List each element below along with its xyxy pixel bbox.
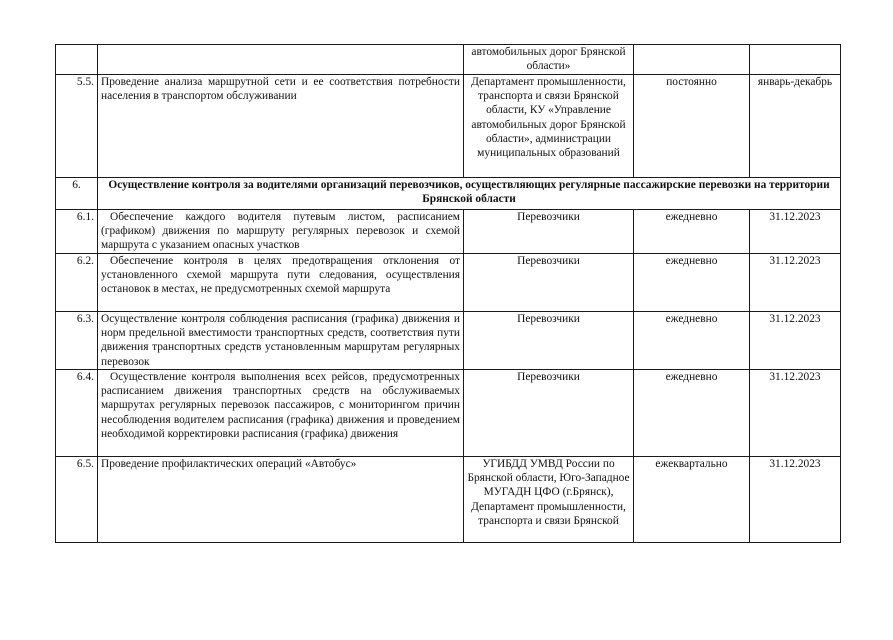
action-cell: Проведение анализа маршрутной сети и ее соответствия потребности населения в транспортом обслуживании bbox=[98, 75, 464, 178]
period-cell: постоянно bbox=[634, 75, 750, 178]
executor-cell: УГИБДД УМВД России по Брянской области, Юго-Западное МУГАДН ЦФО (г.Брянск), Департамент промышленности, транспорта и связи Брянской bbox=[464, 457, 634, 543]
period-cell: ежеквартально bbox=[634, 457, 750, 543]
action-cell bbox=[98, 45, 464, 75]
table-row bbox=[56, 210, 841, 254]
action-cell: Обеспечение каждого водителя путевым листом, расписанием (графиком) движения по маршруту регулярных перевозок и схемой маршрута с указанием опасных участков bbox=[98, 210, 464, 254]
row-number: 6.2. bbox=[56, 254, 98, 312]
deadline-cell: 31.12.2023 bbox=[750, 254, 841, 312]
action-cell: Обеспечение контроля в целях предотвращения отклонения от установленного схемой маршрута пути следования, осуществления остановок в местах, не предусмотренных схемой маршрута bbox=[98, 254, 464, 312]
section-row bbox=[56, 178, 841, 210]
section-title: Осуществление контроля за водителями организаций перевозчиков, осуществляющих регулярные пассажирские перевозки на территории Брянской области bbox=[98, 178, 841, 210]
section-number: 6. bbox=[56, 178, 98, 210]
period-cell: ежедневно bbox=[634, 312, 750, 370]
action-cell: Осуществление контроля выполнения всех рейсов, предусмотренных расписанием движения транспортных средств на обслуживаемых маршрутах регулярных перевозок пассажиров, с мониторингом причин несоблюдения водителем расписания (графика) движения и проведением необходимой корректировки расписания (графика) движения bbox=[98, 370, 464, 457]
executor-cell: Перевозчики bbox=[464, 254, 634, 312]
period-cell bbox=[634, 45, 750, 75]
row-number: 6.3. bbox=[56, 312, 98, 370]
deadline-cell: 31.12.2023 bbox=[750, 210, 841, 254]
deadline-cell: 31.12.2023 bbox=[750, 312, 841, 370]
action-cell: Проведение профилактических операций «Автобус» bbox=[98, 457, 464, 543]
table-row bbox=[56, 45, 841, 75]
deadline-cell: январь-декабрь bbox=[750, 75, 841, 178]
row-number: 6.5. bbox=[56, 457, 98, 543]
executor-cell: Перевозчики bbox=[464, 370, 634, 457]
period-cell: ежедневно bbox=[634, 370, 750, 457]
row-number: 5.5. bbox=[56, 75, 98, 178]
row-number: 6.1. bbox=[56, 210, 98, 254]
table-row bbox=[56, 457, 841, 543]
table-row bbox=[56, 75, 841, 178]
executor-cell: автомобильных дорог Брянской области» bbox=[464, 45, 634, 75]
row-number: 6.4. bbox=[56, 370, 98, 457]
executor-cell: Перевозчики bbox=[464, 312, 634, 370]
deadline-cell: 31.12.2023 bbox=[750, 457, 841, 543]
plan-table bbox=[55, 44, 841, 543]
period-cell: ежедневно bbox=[634, 210, 750, 254]
row-number bbox=[56, 45, 98, 75]
table-row bbox=[56, 312, 841, 370]
action-cell: Осуществление контроля соблюдения расписания (графика) движения и норм предельной вместимости транспортных средств, соответствия пути движения транспортных средств установленным маршрутам регулярных перевозок bbox=[98, 312, 464, 370]
executor-cell: Перевозчики bbox=[464, 210, 634, 254]
deadline-cell: 31.12.2023 bbox=[750, 370, 841, 457]
table-row bbox=[56, 370, 841, 457]
deadline-cell bbox=[750, 45, 841, 75]
period-cell: ежедневно bbox=[634, 254, 750, 312]
table-row bbox=[56, 254, 841, 312]
executor-cell: Департамент промышленности, транспорта и связи Брянской области, КУ «Управление автомобильных дорог Брянской области», администрации муниципальных образований bbox=[464, 75, 634, 178]
